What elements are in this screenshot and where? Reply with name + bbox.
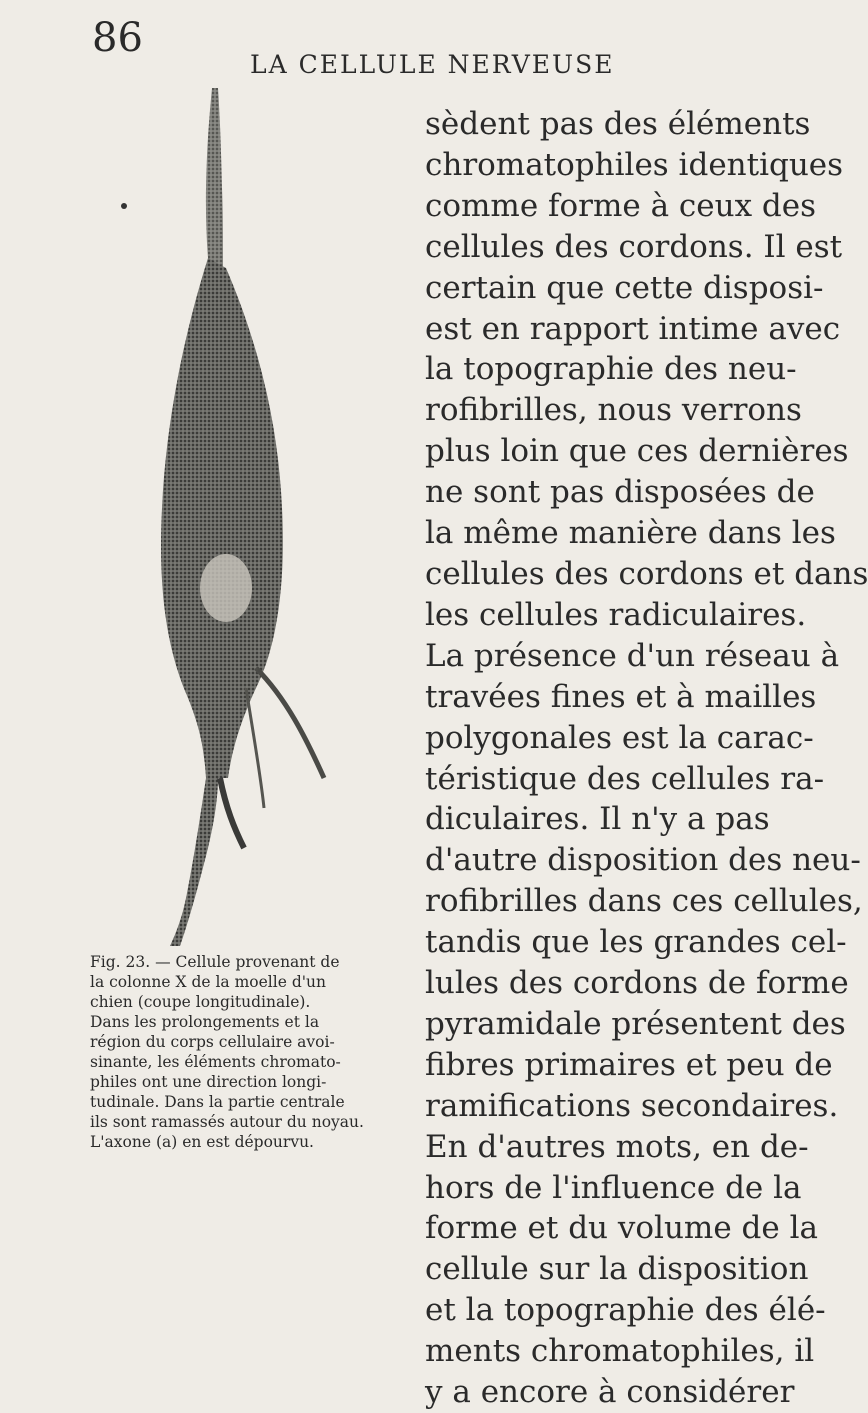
text-line: polygonales est la carac- xyxy=(425,719,814,756)
text-line: rofibrilles, nous verrons xyxy=(425,392,802,429)
text-line: forme et du volume de la xyxy=(425,1210,818,1247)
text-line: fibres primaires et peu de xyxy=(425,1046,833,1083)
text-line: téristique des cellules ra- xyxy=(425,760,825,797)
text-line: la topographie des neu- xyxy=(425,351,797,388)
text-line: hors de l'influence de la xyxy=(425,1169,802,1206)
page-number: 86 xyxy=(92,15,143,61)
text-line: chromatophiles identiques xyxy=(425,146,844,183)
text-line: ramifications secondaires. xyxy=(425,1087,839,1124)
text-line: cellule sur la disposition xyxy=(425,1251,809,1288)
text-line: cellules des cordons. Il est xyxy=(425,228,843,265)
caption-line: L'axone (a) en est dépourvu. xyxy=(90,1133,314,1151)
body-text xyxy=(425,104,868,1413)
caption-line: Dans les prolongements et la xyxy=(90,1013,320,1031)
text-line: travées fines et à mailles xyxy=(425,678,817,715)
text-line: cellules des cordons et dans xyxy=(425,555,868,592)
text-line: y a encore à considérer xyxy=(425,1374,795,1411)
text-line: La présence d'un réseau à xyxy=(425,637,840,674)
text-line: la même manière dans les xyxy=(425,515,836,552)
text-line: diculaires. Il n'y a pas xyxy=(425,801,770,838)
text-line: pyramidale présentent des xyxy=(425,1005,846,1042)
text-line: lules des cordons de forme xyxy=(425,965,849,1002)
caption-line: chien (coupe longitudinale). xyxy=(90,993,311,1011)
caption-line: la colonne X de la moelle d'un xyxy=(90,973,326,991)
running-head: LA CELLULE NERVEUSE xyxy=(250,50,615,79)
text-line: ne sont pas disposées de xyxy=(425,474,815,511)
caption-line: Fig. 23. — Cellule provenant de xyxy=(90,953,340,971)
caption-line: ils sont ramassés autour du noyau. xyxy=(90,1113,364,1131)
caption-line: région du corps cellulaire avoi- xyxy=(90,1033,335,1051)
text-line: En d'autres mots, en de- xyxy=(425,1128,809,1165)
text-line: les cellules radiculaires. xyxy=(425,596,807,633)
text-line: certain que cette disposi- xyxy=(425,269,824,306)
caption-line: philes ont une direction longi- xyxy=(90,1073,327,1091)
cell-illustration xyxy=(96,88,336,948)
text-line: est en rapport intime avec xyxy=(425,310,841,347)
text-line: plus loin que ces dernières xyxy=(425,433,849,470)
caption-line: sinante, les éléments chromato- xyxy=(90,1053,341,1071)
text-line: rofibrilles dans ces cellules, xyxy=(425,883,863,920)
text-line: comme forme à ceux des xyxy=(425,187,817,224)
caption-line: tudinale. Dans la partie centrale xyxy=(90,1093,345,1111)
text-line: ments chromatophiles, il xyxy=(425,1333,815,1370)
text-line: tandis que les grandes cel- xyxy=(425,924,847,961)
text-line: sèdent pas des éléments xyxy=(425,106,811,142)
text-line: d'autre disposition des neu- xyxy=(425,842,861,879)
figure-caption xyxy=(90,952,364,1152)
text-line: et la topographie des élé- xyxy=(425,1292,826,1329)
